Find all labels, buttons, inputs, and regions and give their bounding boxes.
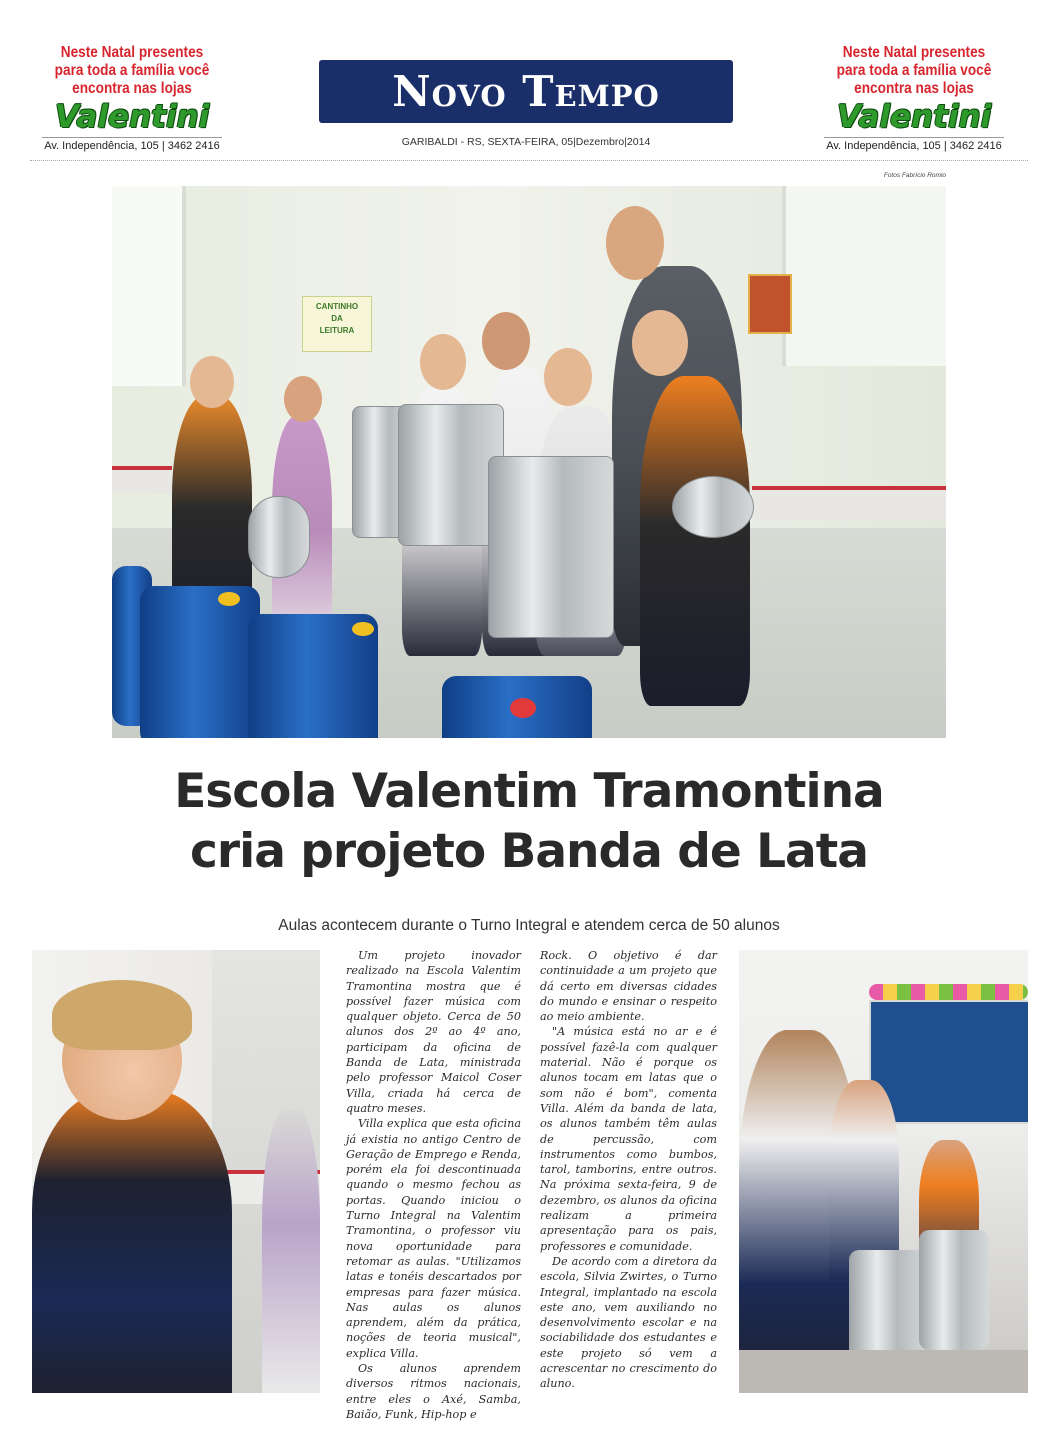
ad-address: Av. Independência, 105 | 3462 2416: [826, 140, 1002, 152]
barrel-cap: [352, 622, 374, 636]
masthead: [319, 60, 733, 123]
header-divider: [30, 160, 1028, 161]
student-figure: [32, 1090, 232, 1393]
barrel-cap: [510, 698, 536, 718]
floor: [739, 1350, 1028, 1393]
classroom-table: [112, 466, 172, 494]
ad-line-2: para toda a família você: [54, 62, 210, 79]
sign-line: DA: [331, 314, 343, 323]
article-paragraph: De acordo com a diretora da escola, Silvia Zwirtes, o Turno Integral, implantado na escola este ano, vem auxiliando no desenvolvimento escolar e na sociabilidade dos estudantes e este projeto só vem a acrescentar no crescimento do aluno.: [540, 1254, 717, 1391]
article-column-2: [540, 948, 717, 1392]
ad-line-3: encontra nas lojas: [854, 80, 974, 97]
cymbal-lid: [672, 476, 754, 538]
article-paragraph: Villa explica que esta oficina já existia no antigo Centro de Geração de Emprego e Renda, porém ela foi descontinuada quando o mesmo fechou as portas. Quando iniciou o Turno Integral na Valentim Tramontina, o professor viu nova oportunidade para retomar as aulas. "Utilizamos latas e tonéis descartados por empresas para fazer música. Nas aulas os alunos aprendem, além da prática, noções de teoria musical", explica Villa.: [346, 1117, 521, 1360]
student-head: [632, 310, 688, 376]
ad-brand-logo: Valentini: [836, 99, 992, 135]
valentini-ad-right: [814, 44, 1014, 152]
bulletin-board: [869, 1000, 1028, 1124]
sign-line: LEITURA: [319, 326, 355, 335]
ad-brand-logo: Valentini: [54, 99, 210, 135]
metal-drum: [919, 1230, 989, 1350]
headline-line: Escola Valentim Tramontina: [174, 764, 884, 819]
article-subheadline: Aulas acontecem durante o Turno Integral e atendem cerca de 50 alunos: [278, 917, 780, 934]
ad-line-2: para toda a família você: [836, 62, 992, 79]
barrel-cap: [218, 592, 240, 606]
classroom-table: [752, 486, 946, 520]
right-article-photo: [739, 950, 1028, 1393]
student-figure: [262, 1110, 320, 1393]
ad-line-1: Neste Natal presentes: [842, 44, 986, 61]
left-article-photo: [32, 950, 320, 1393]
headline-line: cria projeto Banda de Lata: [190, 824, 868, 879]
student-head: [190, 356, 234, 408]
ad-line-3: encontra nas lojas: [72, 80, 192, 97]
metal-drum: [488, 456, 614, 638]
ad-address: Av. Independência, 105 | 3462 2416: [44, 140, 220, 152]
flower-decor: [869, 984, 1028, 1000]
metal-drum: [849, 1250, 929, 1360]
photo-window: [112, 186, 186, 386]
article-headline: [112, 762, 946, 882]
wall-poster: [748, 274, 792, 334]
article-column-1: [346, 948, 521, 1422]
student-head: [284, 376, 322, 422]
teacher-head: [606, 206, 664, 280]
article-paragraph: "A música está no ar e é possível fazê-la com qualquer material. Não é porque os alunos tocam em latas que o som não é bom", comenta Villa. Além da banda de lata, os alunos também têm aulas de percussão, com instrumentos como bumbos, tarol, tamborins, entre outros. Na próxima sexta-feira, 9 de dezembro, os alunos da oficina realizam a primeira apresentação para os pais, professores e comunidade.: [540, 1025, 717, 1253]
ad-text: [44, 44, 220, 98]
newspaper-title: Novo Tempo: [392, 67, 660, 116]
sign-line: CANTINHO: [315, 302, 359, 311]
ad-divider: [824, 137, 1004, 138]
ad-divider: [42, 137, 222, 138]
student-figure: [640, 376, 750, 706]
article-paragraph: Os alunos aprendem diversos ritmos nacionais, entre eles o Axé, Samba, Baião, Funk, Hip-hop e: [346, 1362, 521, 1421]
article-paragraph: Rock. O objetivo é dar continuidade a um projeto que dá certo em diversas cidades do mundo e ensinar o respeito ao meio ambiente.: [540, 949, 717, 1024]
photo-window: [782, 186, 946, 366]
student-head: [482, 312, 530, 370]
reading-corner-sign: [302, 296, 372, 352]
student-head: [544, 348, 592, 406]
student-hair: [52, 980, 192, 1050]
photo-credit: Fotos Fabrício Romio: [883, 172, 946, 179]
main-photo: [112, 186, 946, 738]
valentini-ad-left: [32, 44, 232, 152]
dateline: GARIBALDI - RS, SEXTA-FEIRA, 05|Dezembro|2014: [401, 136, 651, 148]
ad-line-1: Neste Natal presentes: [60, 44, 204, 61]
article-paragraph: Um projeto inovador realizado na Escola Valentim Tramontina mostra que é possível fazer música com qualquer objeto. Cerca de 50 alunos dos 2º ao 4º ano, participam da oficina de Banda de Lata, ministrada pelo professor Maicol Coser Villa, criada há cerca de quatro meses.: [346, 949, 521, 1115]
blue-barrel: [140, 586, 260, 738]
snare-drum: [248, 496, 310, 578]
ad-text: [826, 44, 1002, 98]
student-head: [420, 334, 466, 390]
